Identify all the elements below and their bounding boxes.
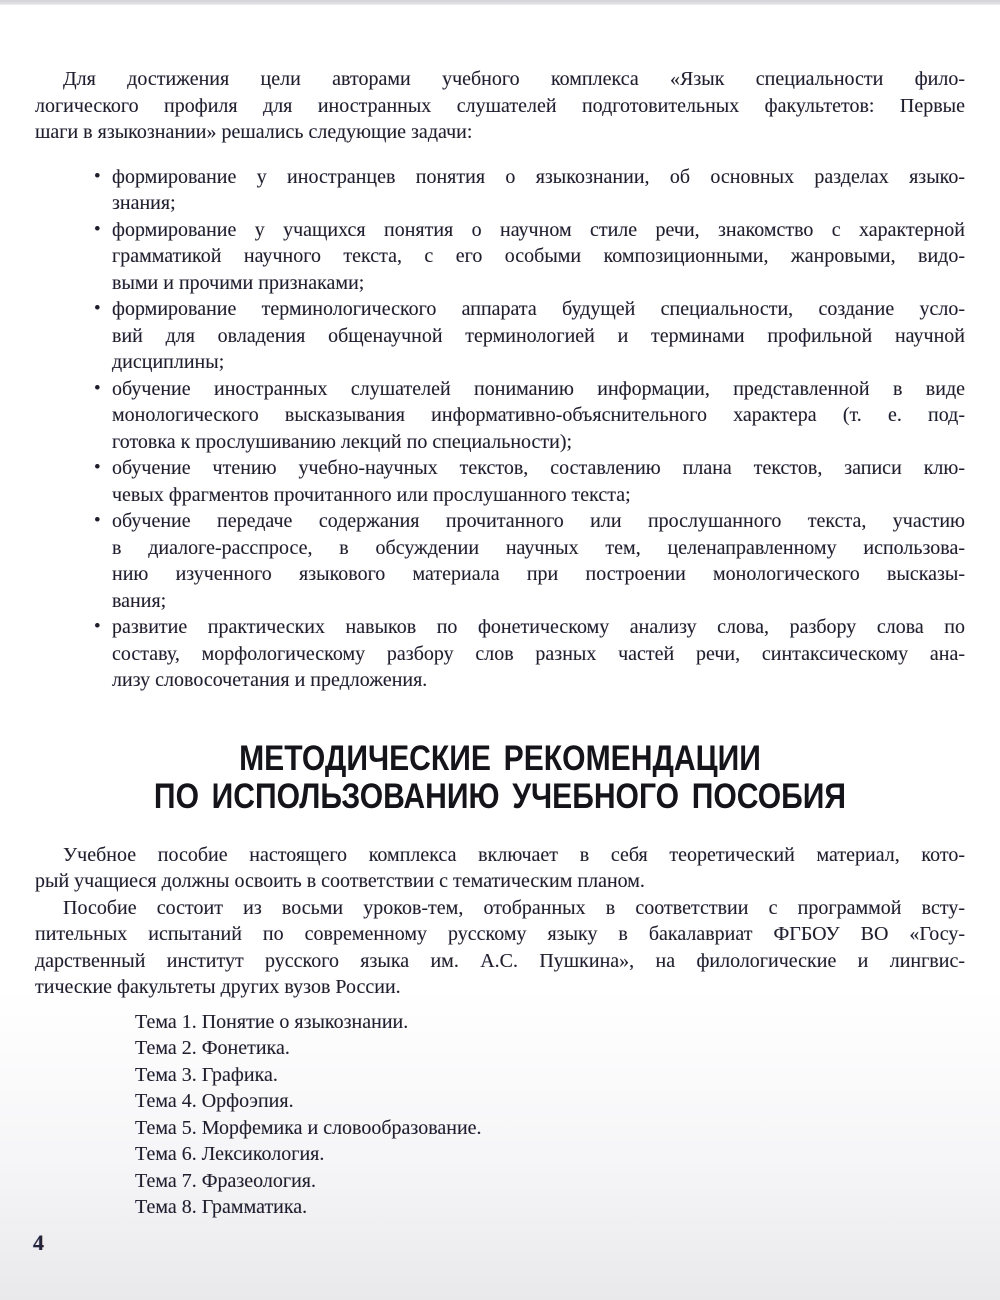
text-line: дисциплины; xyxy=(112,351,225,373)
text-line: знания; xyxy=(112,192,176,214)
text-line: формирование у учащихся понятия о научном стиле речи, знакомство с характерной xyxy=(112,218,965,241)
text-line: монологического высказывания информативно-объяснительного характера (т. е. под- xyxy=(112,404,965,426)
task-item-text xyxy=(112,376,965,456)
body-paragraph xyxy=(35,895,965,1001)
topics-list xyxy=(135,1009,965,1221)
task-item-text xyxy=(112,296,965,376)
text-line: грамматикой научного текста, с его особыми композиционными, жанровыми, видо- xyxy=(112,245,965,267)
text-line: вий для овладения общенаучной терминологией и терминами профильной научной xyxy=(112,324,965,347)
text-line: обучение чтению учебно-научных текстов, составлению плана текстов, записи клю- xyxy=(112,457,965,479)
text-line: шаги в языкознании» решались следующие задачи: xyxy=(35,121,473,143)
text-line: Тема 2. Фонетика. xyxy=(135,1037,290,1059)
text-line: чевых фрагментов прочитанного или прослушанного текста; xyxy=(112,483,631,506)
bullet-marker: • xyxy=(94,165,101,187)
text-line: нию изученного языкового материала при построении монологического высказы- xyxy=(112,563,965,585)
text-line: обучение иностранных слушателей пониманию информации, представленной в виде xyxy=(112,377,965,400)
task-item-text xyxy=(112,217,965,297)
task-item xyxy=(35,376,965,456)
text-line: вания; xyxy=(112,589,167,612)
task-item xyxy=(35,296,965,376)
task-item-text xyxy=(112,164,965,217)
section-heading xyxy=(35,740,965,816)
intro-paragraph xyxy=(35,66,965,146)
text-line: дарственный институт русского языка им. А.С. Пушкина», на филологические и лингвис- xyxy=(35,949,965,972)
task-item xyxy=(35,217,965,297)
text-line: логического профиля для иностранных слушателей подготовительных факультетов: Первые xyxy=(35,94,965,117)
body-paragraph xyxy=(35,842,965,895)
text-line: лизу словосочетания и предложения. xyxy=(112,669,428,691)
bullet-marker: • xyxy=(94,298,101,319)
text-line: пительных испытаний по современному русскому языку в бакалавриат ФГБОУ ВО «Госу- xyxy=(35,923,965,945)
task-item xyxy=(35,508,965,614)
text-line: в диалоге-расспросе, в обсуждении научных тем, целенаправленному использова- xyxy=(112,536,965,559)
text-line: рый учащиеся должны освоить в соответствии с тематическим планом. xyxy=(35,870,645,892)
task-item-text xyxy=(112,614,965,694)
section-heading-line-2: ПО ИСПОЛЬЗОВАНИЮ УЧЕБНОГО ПОСОБИЯ xyxy=(153,776,847,816)
bullet-marker: • xyxy=(94,218,101,240)
text-line: Тема 1. Понятие о языкознании. xyxy=(135,1010,409,1033)
text-line: Тема 3. Графика. xyxy=(135,1063,278,1086)
bullet-marker: • xyxy=(94,457,101,478)
text-line: выми и прочими признаками; xyxy=(112,271,365,294)
text-line: Тема 7. Фразеология. xyxy=(135,1169,317,1192)
text-line: Тема 6. Лексикология. xyxy=(135,1143,325,1165)
tasks-list xyxy=(35,164,965,694)
bullet-marker: • xyxy=(94,616,101,637)
text-line: развитие практических навыков по фонетическому анализу слова, разбору слова по xyxy=(112,616,965,638)
bullet-marker: • xyxy=(94,510,101,531)
page-content xyxy=(35,0,965,1221)
task-item-text xyxy=(112,455,965,508)
text-line: формирование терминологического аппарата будущей специальности, создание усло- xyxy=(112,298,965,320)
text-line: Тема 5. Морфемика и словообразование. xyxy=(135,1116,482,1139)
bullet-marker: • xyxy=(94,377,101,399)
text-line: формирование у иностранцев понятия о языкознании, об основных разделах языко- xyxy=(112,165,965,188)
text-line: тические факультеты других вузов России. xyxy=(35,976,401,998)
page-number: 4 xyxy=(33,1230,44,1255)
text-line: Учебное пособие настоящего комплекса включает в себя теоретический материал, кото- xyxy=(63,843,965,866)
text-line: готовка к прослушиванию лекций по специальности); xyxy=(112,430,573,453)
text-line: Тема 8. Грамматика. xyxy=(135,1196,308,1218)
task-item-text xyxy=(112,508,965,614)
task-item xyxy=(35,614,965,694)
task-item xyxy=(35,455,965,508)
text-line: обучение передаче содержания прочитанного или прослушанного текста, участию xyxy=(112,510,965,532)
text-line: Пособие состоит из восьми уроков-тем, отобранных в соответствии с программой всту- xyxy=(63,896,965,919)
text-line: Тема 4. Орфоэпия. xyxy=(135,1090,294,1112)
text-line: Для достижения цели авторами учебного комплекса «Язык специальности фило- xyxy=(63,68,965,90)
text-line: составу, морфологическому разбору слов разных частей речи, синтаксическому ана- xyxy=(112,642,965,665)
task-item xyxy=(35,164,965,217)
section-heading-line-1: МЕТОДИЧЕСКИЕ РЕКОМЕНДАЦИИ xyxy=(239,738,761,778)
